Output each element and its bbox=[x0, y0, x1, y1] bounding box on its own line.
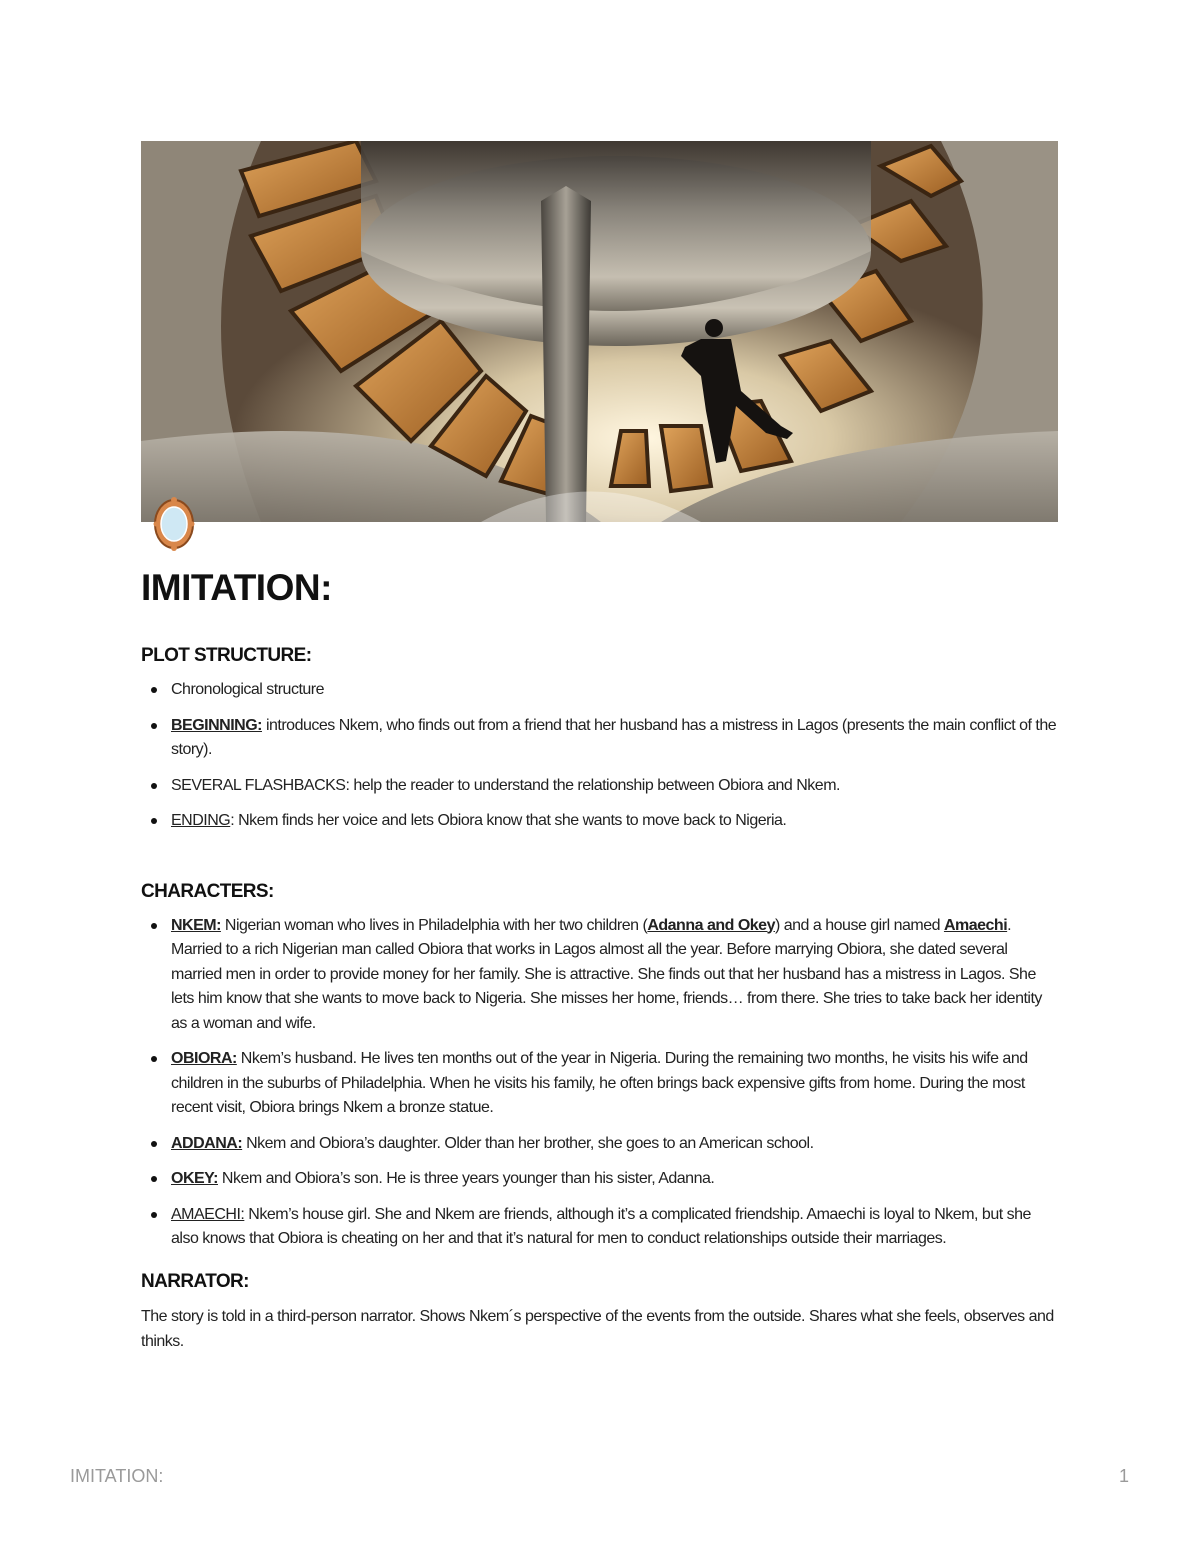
item-text: introduces Nkem, who finds out from a friend that her husband has a mistress in Lagos (presents the main conflict of the story). bbox=[171, 716, 1057, 758]
keyword-amaechi-entry: AMAECHI: bbox=[171, 1205, 245, 1223]
item-text: Nigerian woman who lives in Philadelphia with her two children ( bbox=[220, 916, 648, 934]
list-item bbox=[141, 678, 1058, 703]
list-item bbox=[141, 774, 1058, 799]
item-text: Nkem and Obiora’s daughter. Older than her brother, she goes to an American school. bbox=[242, 1134, 814, 1152]
plot-structure-heading: PLOT STRUCTURE: bbox=[141, 645, 312, 666]
item-text: . Married to a rich Nigerian man called Obiora that works in Lagos almost all the year. Before marrying Obiora, she dated several married men in order to provide money for her family. She is attractive. She finds out that her husband has a mistress in Lagos. She lets him know that she wants to move back to Nigeria. She misses her home, friends… from there. She tries to take back her identity as a woman and wife. bbox=[171, 916, 1042, 1032]
header-photo bbox=[141, 141, 1058, 522]
item-text: Nkem’s house girl. She and Nkem are friends, although it’s a complicated friendship. Amaechi is loyal to Nkem, but she also knows that Obiora is cheating on her and that it’s natural for men to conduct relationships outside their marriages. bbox=[171, 1205, 1031, 1247]
list-item bbox=[141, 809, 1058, 834]
document-body bbox=[141, 562, 1058, 1354]
list-item bbox=[141, 1047, 1058, 1121]
list-item bbox=[141, 714, 1058, 763]
keyword-okey: OKEY: bbox=[171, 1170, 218, 1187]
keyword-children: Adanna and Okey bbox=[647, 916, 775, 934]
plot-structure-list bbox=[141, 678, 1058, 834]
list-item bbox=[141, 914, 1058, 1037]
item-text: : Nkem finds her voice and lets Obiora know that she wants to move back to Nigeria. bbox=[230, 812, 787, 829]
keyword-beginning: BEGINNING: bbox=[171, 716, 262, 734]
footer-title: IMITATION: bbox=[70, 1466, 164, 1486]
narrator-heading: NARRATOR: bbox=[141, 1270, 249, 1292]
narrator-paragraph: The story is told in a third-person narrator. Shows Nkem´s perspective of the events from the outside. Shares what she feels, observes and thinks. bbox=[141, 1307, 1054, 1350]
characters-heading: CHARACTERS: bbox=[141, 880, 274, 902]
keyword-addana: ADDANA: bbox=[171, 1134, 243, 1152]
list-item bbox=[141, 1132, 1058, 1157]
item-text: Chronological structure bbox=[171, 681, 325, 698]
item-text: ) and a house girl named bbox=[774, 916, 944, 934]
keyword-amaechi: Amaechi bbox=[943, 916, 1008, 934]
page-number: 1 bbox=[1119, 1466, 1130, 1486]
item-text: SEVERAL FLASHBACKS: help the reader to understand the relationship between Obiora and Nkem. bbox=[171, 776, 840, 794]
list-item bbox=[141, 1167, 1058, 1192]
keyword-nkem: NKEM: bbox=[171, 916, 221, 934]
document-title: IMITATION: bbox=[141, 567, 332, 608]
characters-list bbox=[141, 914, 1058, 1252]
item-text: Nkem and Obiora’s son. He is three years younger than his sister, Adanna. bbox=[217, 1170, 715, 1187]
list-item bbox=[141, 1203, 1058, 1252]
keyword-obiora: OBIORA: bbox=[171, 1050, 237, 1067]
item-text: Nkem’s husband. He lives ten months out of the year in Nigeria. During the remaining two months, he visits his wife and children in the suburbs of Philadelphia. When he visits his family, he often brings back expensive gifts from home. During the most recent visit, Obiora brings Nkem a bronze statue. bbox=[171, 1050, 1028, 1116]
mirror-icon bbox=[152, 496, 196, 552]
keyword-ending: ENDING bbox=[171, 812, 231, 829]
